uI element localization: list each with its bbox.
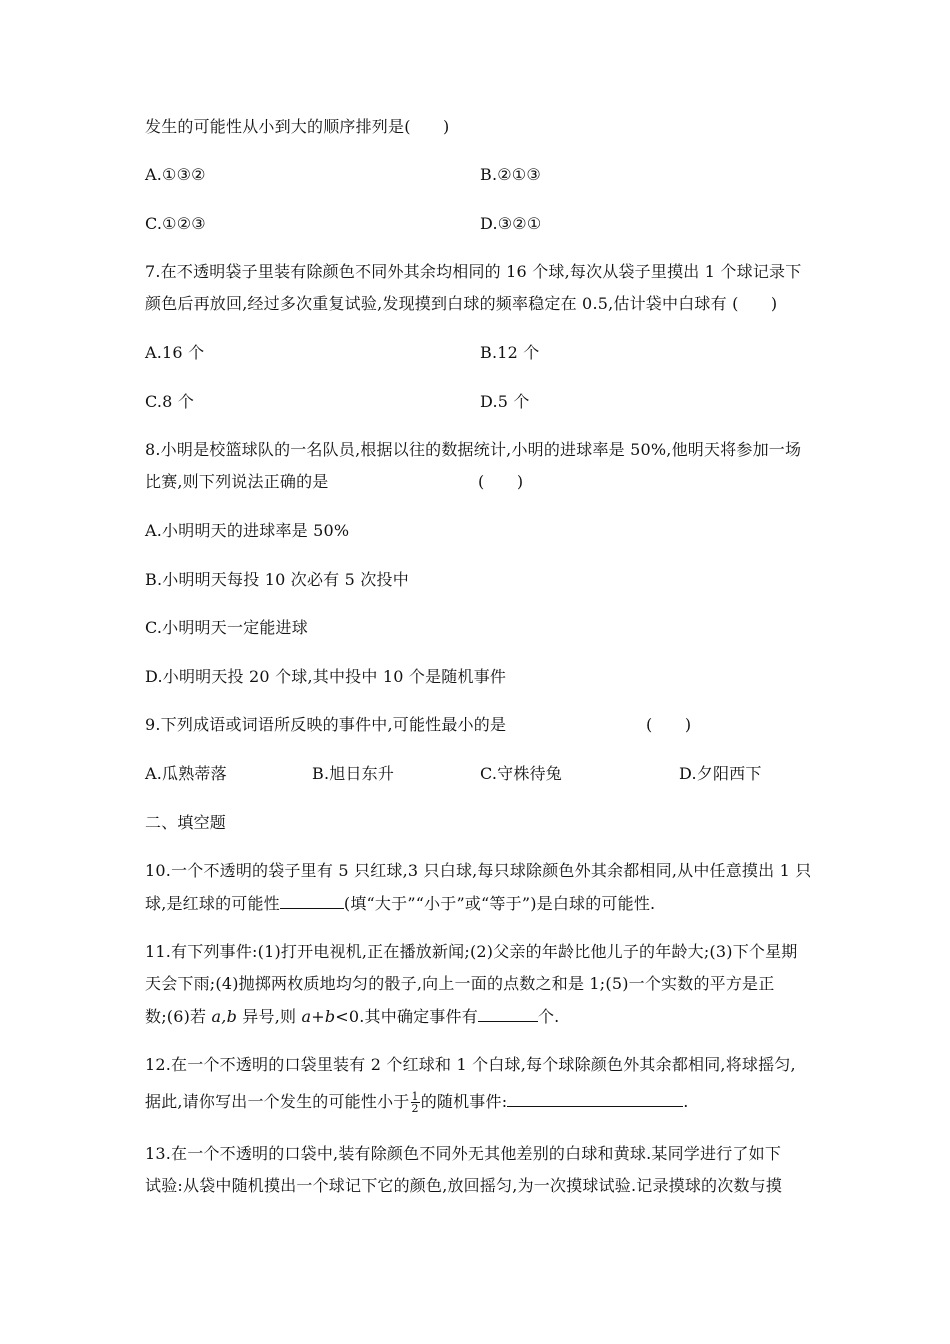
q12-stem-line2 xyxy=(145,1090,689,1114)
q12-fraction xyxy=(411,1091,420,1114)
q11-stem-line3 xyxy=(145,1005,559,1028)
q7-option-b: B.12 个 xyxy=(480,343,540,362)
q11-var-ab: a,b xyxy=(211,1007,238,1026)
q8-stem-line2: 比赛,则下列说法正确的是 xyxy=(145,472,329,491)
q11-stem-line2: 天会下雨;(4)抛掷两枚质地均匀的骰子,向上一面的点数之和是 1;(5)一个实数的平方是正 xyxy=(145,974,775,993)
q7-option-c: C.8 个 xyxy=(145,392,195,411)
q11-text-d: 个. xyxy=(537,1007,560,1026)
q9-option-d: D.夕阳西下 xyxy=(679,764,762,783)
q12-text-c: . xyxy=(683,1092,689,1111)
q9-option-c: C.守株待兔 xyxy=(480,764,562,783)
q8-answer-paren: ( ) xyxy=(478,472,524,491)
q9-option-b: B.旭日东升 xyxy=(312,764,395,783)
q11-var-expr: a+b xyxy=(301,1007,336,1026)
q8-option-a: A.小明明天的进球率是 50% xyxy=(145,521,350,540)
q11-answer-blank[interactable] xyxy=(478,1005,538,1022)
q8-stem-line1: 8.小明是校篮球队的一名队员,根据以往的数据统计,小明的进球率是 50%,他明天将参加一场 xyxy=(145,440,802,459)
q9-option-a: A.瓜熟蒂落 xyxy=(145,764,227,783)
q8-option-c: C.小明明天一定能进球 xyxy=(145,618,308,637)
q11-text-a: 数;(6)若 xyxy=(145,1007,212,1026)
q12-text-a: 据此,请你写出一个发生的可能性小于 xyxy=(145,1092,410,1111)
q10-answer-blank[interactable] xyxy=(280,892,344,909)
q12-fraction-numerator: 1 xyxy=(411,1090,419,1103)
q11-stem-line1: 11.有下列事件:(1)打开电视机,正在播放新闻;(2)父亲的年龄比他儿子的年龄大;(3)下个星期 xyxy=(145,942,798,961)
q13-stem-line1: 13.在一个不透明的口袋中,装有除颜色不同外无其他差别的白球和黄球.某同学进行了如下 xyxy=(145,1144,782,1163)
q12-stem-line1: 12.在一个不透明的口袋里装有 2 个红球和 1 个白球,每个球除颜色外其余都相同,将球摇匀, xyxy=(145,1055,796,1074)
q6-option-d: D.③②① xyxy=(480,214,542,233)
q12-answer-blank[interactable] xyxy=(507,1090,683,1107)
q12-text-b: 的随机事件: xyxy=(420,1092,508,1111)
q7-stem-line2: 颜色后再放回,经过多次重复试验,发现摸到白球的频率稳定在 0.5,估计袋中白球有 ( ) xyxy=(145,294,778,313)
q6-option-c: C.①②③ xyxy=(145,214,206,233)
q7-option-d: D.5 个 xyxy=(480,392,530,411)
q6-option-a: A.①③② xyxy=(145,165,206,184)
q6-stem-tail: 发生的可能性从小到大的顺序排列是( ) xyxy=(145,117,450,136)
q10-text-b: (填“大于”“小于”或“等于”)是白球的可能性. xyxy=(343,894,656,913)
q10-stem-line1: 10.一个不透明的袋子里有 5 只红球,3 只白球,每只球除颜色外其余都相同,从中任意摸出 1 只 xyxy=(145,861,812,880)
q10-stem-line2 xyxy=(145,892,655,915)
q8-option-b: B.小明明天每投 10 次必有 5 次投中 xyxy=(145,570,409,589)
q8-option-d: D.小明明天投 20 个球,其中投中 10 个是随机事件 xyxy=(145,667,507,686)
q12-fraction-denominator: 2 xyxy=(411,1102,419,1115)
q7-stem-line1: 7.在不透明袋子里装有除颜色不同外其余均相同的 16 个球,每次从袋子里摸出 1 个球记录下 xyxy=(145,262,802,281)
q11-text-b: 异号,则 xyxy=(237,1007,302,1026)
q10-text-a: 球,是红球的可能性 xyxy=(145,894,280,913)
section-heading-fill-in: 二、填空题 xyxy=(145,813,227,832)
q9-answer-paren: ( ) xyxy=(646,715,692,734)
q9-stem-line1: 9.下列成语或词语所反映的事件中,可能性最小的是 xyxy=(145,715,507,734)
q6-option-b: B.②①③ xyxy=(480,165,541,184)
q13-stem-line2: 试验:从袋中随机摸出一个球记下它的颜色,放回摇匀,为一次摸球试验.记录摸球的次数与摸 xyxy=(145,1176,783,1195)
q7-option-a: A.16 个 xyxy=(145,343,205,362)
q11-text-c: <0.其中确定事件有 xyxy=(335,1007,478,1026)
